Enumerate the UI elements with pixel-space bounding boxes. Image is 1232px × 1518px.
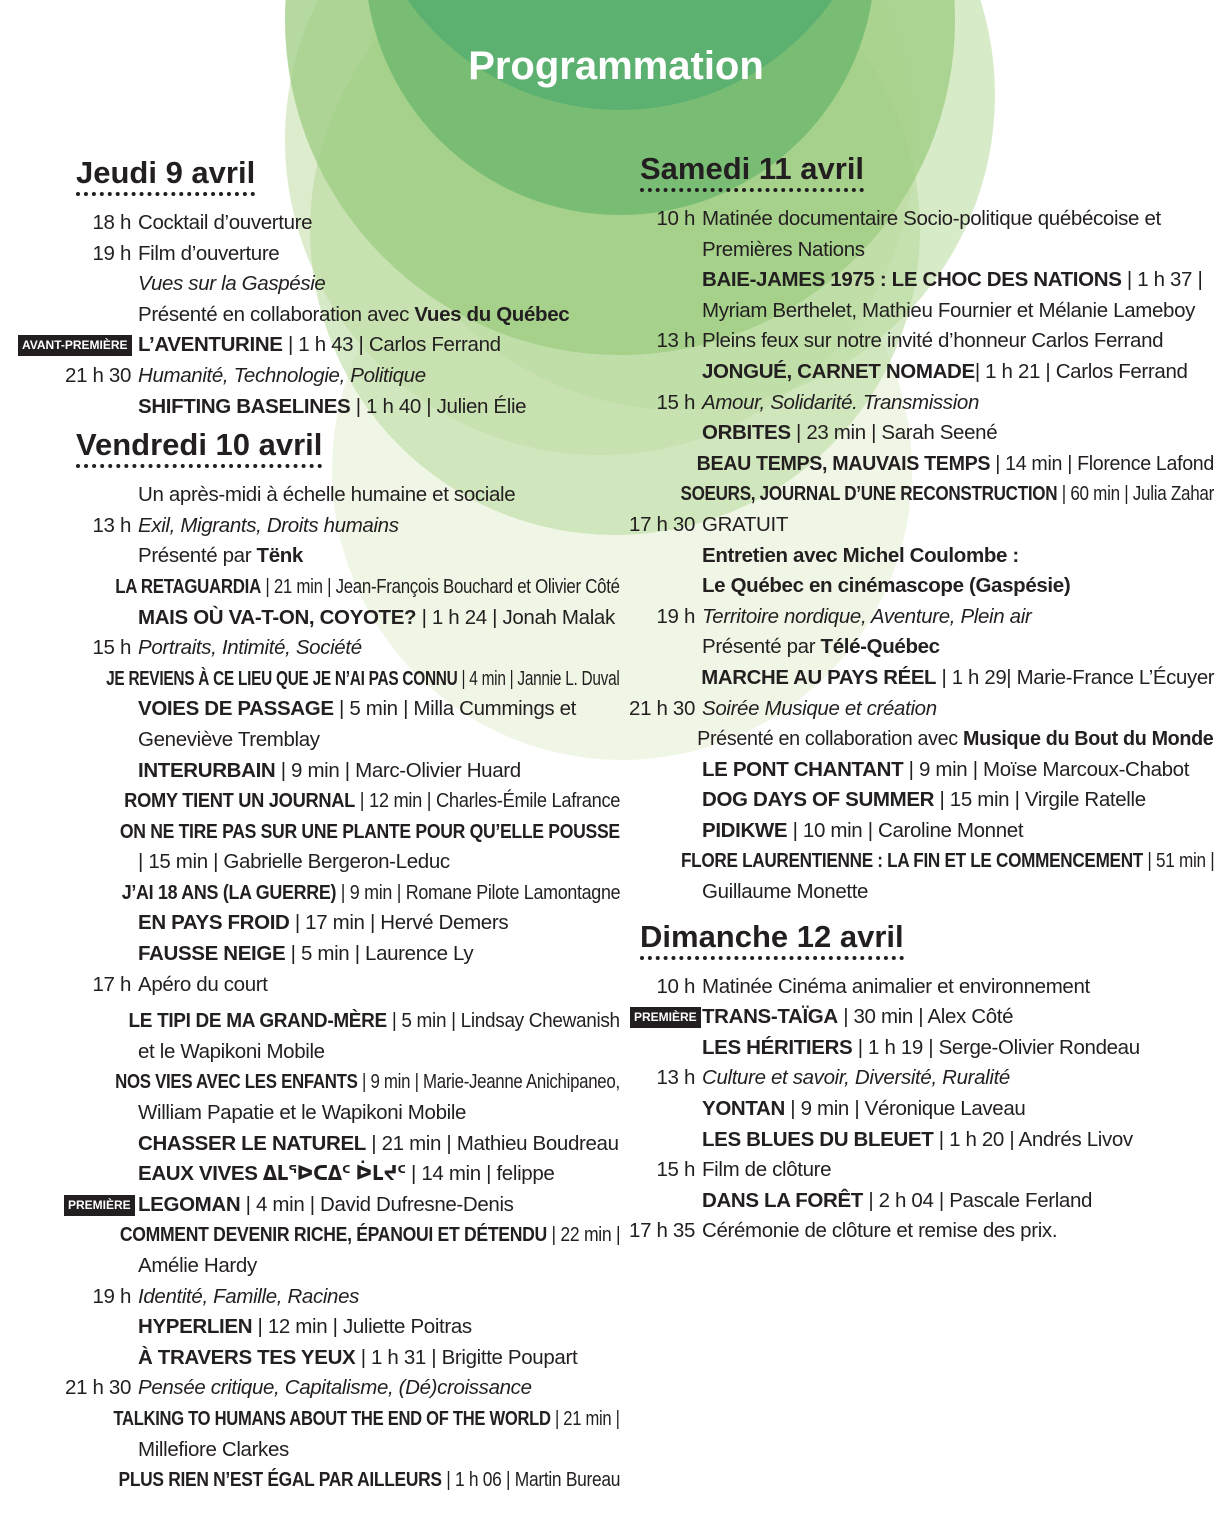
film-details: Geneviève Tremblay xyxy=(138,727,320,751)
schedule-line xyxy=(10,725,620,756)
event-text: Présenté par xyxy=(702,635,821,659)
film-title: TRANS-TAÏGA xyxy=(702,1005,838,1029)
partner-name: Musique du Bout du Monde xyxy=(962,727,1214,751)
film-title: LES BLUES DU BLEUET xyxy=(702,1127,934,1151)
schedule-line xyxy=(10,1098,620,1129)
schedule-line xyxy=(574,632,1214,663)
time: 19 h xyxy=(656,604,695,628)
program-title: Soirée Musique et création xyxy=(702,696,937,720)
partner-name: Tënk xyxy=(256,544,303,568)
event-text: Cérémonie de clôture et remise des prix. xyxy=(702,1219,1058,1243)
film-details: | 9 min | Marie-Jeanne Anichipaneo, xyxy=(357,1070,620,1094)
schedule-line xyxy=(574,571,1214,602)
day-header-saturday: Samedi 11 avril xyxy=(640,150,864,192)
film-details: | 22 min | xyxy=(546,1223,621,1247)
program-title: Exil, Migrants, Droits humains xyxy=(138,513,399,537)
day-thursday xyxy=(10,154,620,422)
film-details: | 51 min | xyxy=(1142,849,1215,873)
film-title: FLORE LAURENTIENNE : LA FIN ET LE COMMENCEMENT xyxy=(681,849,1143,873)
schedule-line xyxy=(574,1033,1214,1064)
time: 15 h xyxy=(92,636,131,660)
schedule-line xyxy=(10,970,620,1001)
time: 13 h xyxy=(656,329,695,353)
film-details: | 5 min | Laurence Ly xyxy=(285,942,474,966)
film-title: SOEURS, JOURNAL D’UNE RECONSTRUCTION xyxy=(680,482,1058,506)
film-details: | 1 h 06 | Martin Bureau xyxy=(441,1468,621,1492)
schedule-line xyxy=(10,1373,620,1404)
film-details: | 1 h 19 | Serge-Olivier Rondeau xyxy=(852,1035,1140,1059)
film-title: PIDIKWE xyxy=(702,818,788,842)
film-title: ORBITES xyxy=(702,421,791,445)
schedule-line xyxy=(10,786,621,817)
right-column xyxy=(574,150,1214,1251)
schedule-line xyxy=(10,664,620,695)
film-details: | 5 min | Milla Cummings et xyxy=(333,697,577,721)
film-details: | 1 h 31 | Brigitte Poupart xyxy=(355,1345,578,1369)
film-title: CHASSER LE NATUREL xyxy=(138,1131,366,1155)
film-title: NOS VIES AVEC LES ENFANTS xyxy=(115,1070,358,1094)
film-title: JONGUÉ, CARNET NOMADE xyxy=(702,359,975,383)
day-friday xyxy=(10,426,620,1496)
schedule-line xyxy=(10,1037,620,1068)
schedule-line xyxy=(574,265,1214,296)
schedule-line xyxy=(10,269,620,300)
schedule-line xyxy=(10,1251,620,1282)
day-header-friday: Vendredi 10 avril xyxy=(76,426,322,468)
schedule-line xyxy=(574,1002,1214,1033)
schedule-line xyxy=(574,724,1214,755)
film-details: | 4 min | Jannie L. Duval xyxy=(457,666,620,690)
premiere-badge: PREMIÈRE xyxy=(64,1195,135,1216)
event-text: Un après-midi à échelle humaine et sociale xyxy=(138,483,516,507)
film-title: YONTAN xyxy=(702,1097,785,1121)
day-header-sunday: Dimanche 12 avril xyxy=(640,918,904,960)
event-text: Présenté par xyxy=(138,544,257,568)
film-title: INTERURBAIN xyxy=(138,758,276,782)
schedule-line xyxy=(10,1006,620,1037)
film-title: LEGOMAN xyxy=(138,1192,241,1216)
schedule-line xyxy=(10,1220,621,1251)
film-details: | 10 min | Caroline Monnet xyxy=(787,818,1024,842)
page-title: Programmation xyxy=(468,44,764,88)
premiere-badge: AVANT-PREMIÈRE xyxy=(18,335,132,356)
schedule-line xyxy=(574,972,1214,1003)
schedule-line xyxy=(10,511,620,542)
schedule-line xyxy=(574,785,1214,816)
film-details: | 5 min | Lindsay Chewanish xyxy=(386,1009,620,1033)
film-details: | 12 min | Juliette Poitras xyxy=(252,1315,472,1339)
film-title: ON NE TIRE PAS SUR UNE PLANTE POUR QU’ELLE POUSSE xyxy=(119,819,620,843)
film-details: | 2 h 04 | Pascale Ferland xyxy=(862,1188,1093,1212)
film-title: MARCHE AU PAYS RÉEL xyxy=(701,665,937,689)
film-details: | 30 min | Alex Côté xyxy=(837,1005,1014,1029)
program-title: Humanité, Technologie, Politique xyxy=(138,363,426,387)
film-title: BAIE-JAMES 1975 : LE CHOC DES NATIONS xyxy=(702,268,1122,292)
schedule-line xyxy=(574,418,1214,449)
film-title: LES HÉRITIERS xyxy=(702,1035,853,1059)
time: 19 h xyxy=(92,241,131,265)
time: 15 h xyxy=(656,390,695,414)
schedule-line xyxy=(574,755,1214,786)
schedule-line xyxy=(574,816,1214,847)
schedule-line xyxy=(574,296,1214,327)
film-title: BEAU TEMPS, MAUVAIS TEMPS xyxy=(696,451,991,475)
film-title: LE TIPI DE MA GRAND-MÈRE xyxy=(128,1009,387,1033)
partner-name: Vues du Québec xyxy=(414,302,570,326)
day-saturday xyxy=(574,150,1214,908)
schedule-line xyxy=(574,326,1214,357)
film-details: | 12 min | Charles-Émile Lafrance xyxy=(355,789,621,813)
schedule-line xyxy=(10,392,620,423)
schedule-line xyxy=(10,694,620,725)
partner-name: Télé-Québec xyxy=(820,635,940,659)
schedule-line xyxy=(10,1129,620,1160)
schedule-line xyxy=(10,1465,621,1496)
schedule-line xyxy=(574,449,1214,480)
time: 17 h 35 xyxy=(629,1219,695,1243)
schedule-line xyxy=(574,541,1214,572)
schedule-line xyxy=(10,361,620,392)
event-text: Matinée documentaire Socio-politique québécoise et xyxy=(702,207,1161,230)
film-title: TALKING TO HUMANS ABOUT THE END OF THE WORLD xyxy=(113,1406,551,1430)
film-details: et le Wapikoni Mobile xyxy=(138,1039,325,1063)
schedule-line xyxy=(10,330,620,361)
film-title: HYPERLIEN xyxy=(138,1315,253,1339)
day-sunday xyxy=(574,918,1214,1247)
event-text: Apéro du court xyxy=(138,972,268,996)
film-details: | 1 h 37 | xyxy=(1121,268,1203,292)
schedule-line xyxy=(574,846,1215,877)
schedule-line xyxy=(574,602,1214,633)
film-details: | 9 min | Marc-Olivier Huard xyxy=(275,758,521,782)
film-details: | 4 min | David Dufresne-Denis xyxy=(240,1192,514,1216)
schedule-line xyxy=(10,603,620,634)
schedule-line xyxy=(10,817,620,848)
film-title: VOIES DE PASSAGE xyxy=(138,697,334,721)
time: 21 h 30 xyxy=(65,363,131,387)
film-details: | 1 h 40 | Julien Élie xyxy=(350,394,527,418)
program-title: Culture et savoir, Diversité, Ruralité xyxy=(702,1066,1010,1090)
schedule-line xyxy=(10,239,620,270)
schedule-line xyxy=(10,1282,620,1313)
film-title: À TRAVERS TES YEUX xyxy=(138,1345,356,1369)
schedule-line xyxy=(574,235,1214,266)
schedule-line xyxy=(574,1094,1214,1125)
schedule-line xyxy=(10,1312,620,1343)
time: 18 h xyxy=(92,211,131,234)
schedule-line xyxy=(574,877,1214,908)
schedule-line xyxy=(10,541,620,572)
film-title: COMMENT DEVENIR RICHE, ÉPANOUI ET DÉTENDU xyxy=(119,1223,547,1247)
film-title: DOG DAYS OF SUMMER xyxy=(702,788,935,812)
film-details: | 9 min | Romane Pilote Lamontagne xyxy=(336,880,621,904)
schedule-line xyxy=(574,204,1214,235)
schedule-line xyxy=(10,208,620,239)
film-details: Guillaume Monette xyxy=(702,880,869,904)
film-details: | 60 min | Julia Zahar xyxy=(1057,482,1214,506)
time: 17 h xyxy=(92,972,131,996)
schedule-line xyxy=(10,1404,620,1435)
time: 17 h 30 xyxy=(629,512,695,536)
film-details: Amélie Hardy xyxy=(138,1254,257,1277)
film-title: DANS LA FORÊT xyxy=(702,1188,863,1212)
premiere-badge: PREMIÈRE xyxy=(630,1007,701,1028)
time: 15 h xyxy=(656,1158,695,1182)
program-title: Portraits, Intimité, Société xyxy=(138,636,362,660)
program-title: Pensée critique, Capitalisme, (Dé)croissance xyxy=(138,1376,532,1400)
event-title: Le Québec en cinémascope (Gaspésie) xyxy=(702,574,1071,598)
schedule-line xyxy=(574,694,1214,725)
film-title: J’AI 18 ANS (LA GUERRE) xyxy=(121,880,337,904)
film-details: | 17 min | Hervé Demers xyxy=(289,911,509,935)
program-title: Amour, Solidarité. Transmission xyxy=(702,390,980,414)
time: 10 h xyxy=(656,974,695,998)
schedule-line xyxy=(10,1159,620,1190)
event-text: Premières Nations xyxy=(702,237,865,261)
film-title: JE REVIENS À CE LIEU QUE JE N’AI PAS CONNU xyxy=(106,666,458,690)
film-title: EAUX VIVES ᐃᒪᕐᐅᑕᐃᑦ ᐆᒪᔪᑦ xyxy=(138,1162,406,1186)
time: 13 h xyxy=(92,513,131,537)
schedule-line xyxy=(10,847,620,878)
time: 19 h xyxy=(92,1284,131,1308)
schedule-line xyxy=(574,479,1214,510)
film-details: | 1 h 21 | Carlos Ferrand xyxy=(974,359,1188,383)
film-details: | 1 h 29| Marie-France L’Écuyer xyxy=(936,665,1215,689)
schedule-line xyxy=(574,663,1215,694)
film-details: | 23 min | Sarah Seené xyxy=(790,421,998,445)
schedule-line xyxy=(574,1216,1214,1247)
schedule-line xyxy=(574,1125,1214,1156)
film-details: | 14 min | Florence Lafond xyxy=(990,451,1214,475)
event-text: Pleins feux sur notre invité d’honneur Carlos Ferrand xyxy=(702,329,1164,353)
time: 21 h 30 xyxy=(65,1376,131,1400)
film-details: | 21 min | Mathieu Boudreau xyxy=(365,1131,619,1155)
schedule-line xyxy=(574,388,1214,419)
film-title: LA RETAGUARDIA xyxy=(115,574,261,598)
film-details: | 9 min | Moïse Marcoux-Chabot xyxy=(903,757,1190,781)
film-details: | 9 min | Véronique Laveau xyxy=(784,1097,1026,1121)
schedule-line xyxy=(10,908,620,939)
schedule-line xyxy=(10,939,620,970)
film-title: LE PONT CHANTANT xyxy=(702,757,904,781)
film-details: | 14 min | felippe xyxy=(405,1162,555,1186)
schedule-line xyxy=(574,1186,1214,1217)
schedule-line xyxy=(10,572,620,603)
event-text: Film de clôture xyxy=(702,1158,832,1182)
film-details: | 15 min | Virgile Ratelle xyxy=(934,788,1146,812)
event-text: Présenté en collaboration avec xyxy=(138,302,415,326)
event-text: Film d’ouverture xyxy=(138,241,280,265)
film-title: FAUSSE NEIGE xyxy=(138,942,286,966)
event-text: Matinée Cinéma animalier et environnement xyxy=(702,974,1090,998)
schedule-line xyxy=(574,1063,1214,1094)
schedule-line xyxy=(10,878,621,909)
time: 13 h xyxy=(656,1066,695,1090)
schedule-line xyxy=(10,480,620,511)
program-title: Vues sur la Gaspésie xyxy=(138,272,326,296)
program-title: Territoire nordique, Aventure, Plein air xyxy=(702,604,1032,628)
time: 10 h xyxy=(656,207,695,230)
event-text: Présenté en collaboration avec xyxy=(697,727,963,751)
film-title: L’AVENTURINE xyxy=(138,333,283,357)
film-details: Millefiore Clarkes xyxy=(138,1437,289,1461)
schedule-line xyxy=(10,1343,620,1374)
schedule-line xyxy=(574,1155,1214,1186)
time: 21 h 30 xyxy=(629,696,695,720)
film-title: ROMY TIENT UN JOURNAL xyxy=(124,789,356,813)
film-details: | 21 min | xyxy=(550,1406,620,1430)
film-details: Myriam Berthelet, Mathieu Fournier et Mélanie Lameboy xyxy=(702,298,1196,322)
event-text: Cocktail d’ouverture xyxy=(138,211,313,234)
schedule-line xyxy=(574,357,1214,388)
schedule-line xyxy=(10,1190,620,1221)
day-header-thursday: Jeudi 9 avril xyxy=(76,154,255,196)
film-details: | 1 h 20 | Andrés Livov xyxy=(933,1127,1133,1151)
schedule-line xyxy=(10,1067,620,1098)
film-details: | 21 min | Jean-François Bouchard et Olivier Côté xyxy=(260,574,620,598)
schedule-line xyxy=(574,510,1214,541)
schedule-line xyxy=(10,300,620,331)
left-column xyxy=(10,154,620,1500)
event-text: GRATUIT xyxy=(702,512,788,536)
film-title: EN PAYS FROID xyxy=(138,911,290,935)
film-details: William Papatie et le Wapikoni Mobile xyxy=(138,1101,467,1125)
schedule-line xyxy=(10,1435,620,1466)
film-title: SHIFTING BASELINES xyxy=(138,394,351,418)
film-title: PLUS RIEN N’EST ÉGAL PAR AILLEURS xyxy=(118,1468,442,1492)
film-details: | 15 min | Gabrielle Bergeron-Leduc xyxy=(138,850,450,874)
film-details: | 1 h 24 | Jonah Malak xyxy=(416,605,615,629)
film-title: MAIS OÙ VA-T-ON, COYOTE? xyxy=(138,605,417,629)
schedule-line xyxy=(10,633,620,664)
event-title: Entretien avec Michel Coulombe : xyxy=(702,543,1019,567)
schedule-line xyxy=(10,756,620,787)
program-title: Identité, Famille, Racines xyxy=(138,1284,360,1308)
film-details: | 1 h 43 | Carlos Ferrand xyxy=(282,333,501,357)
